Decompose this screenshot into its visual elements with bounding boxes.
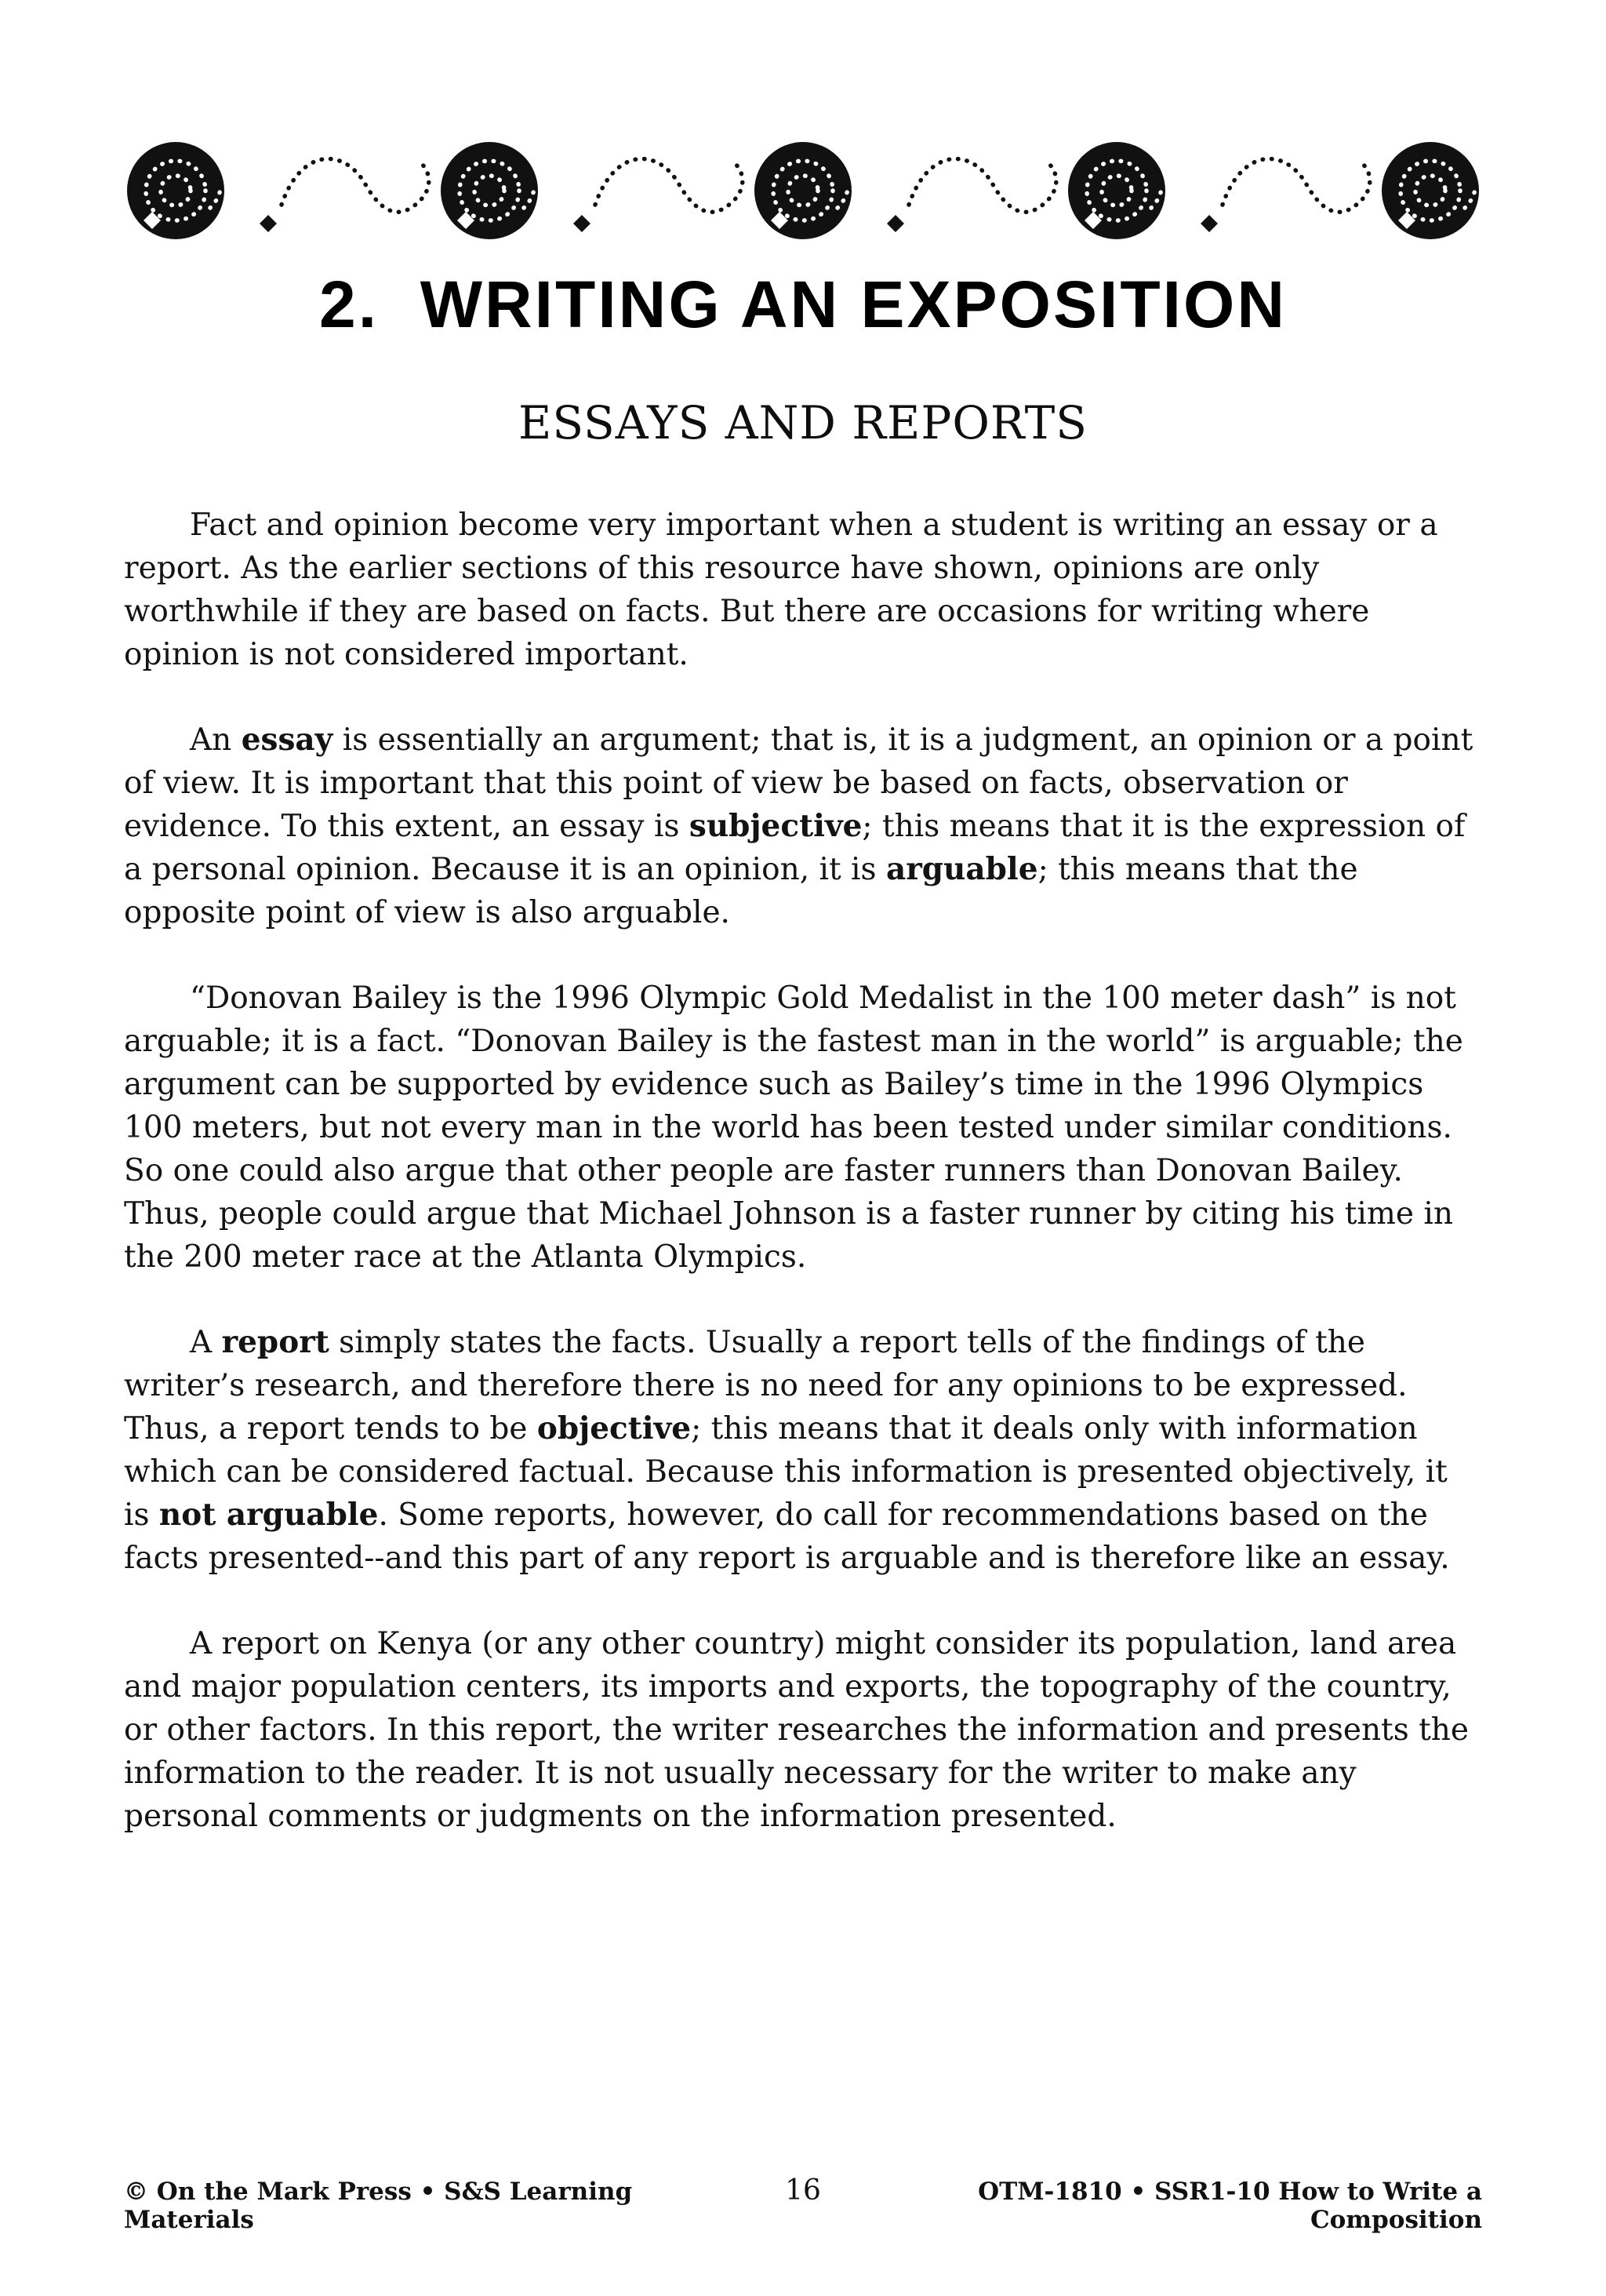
at-spiral-icon [441,142,538,239]
body-paragraph [124,977,1482,1279]
page-subtitle: ESSAYS AND REPORTS [518,396,1088,449]
decorative-border [121,132,1485,257]
at-spiral-icon [127,142,224,239]
at-spiral-icon [1068,142,1165,239]
body-text [124,504,1482,1880]
emphasized-term: essay [241,722,333,758]
paragraph-text: . Some reports, however, do call for recommendations based on the facts presented--and this part of any report is arguable and is therefore like an essay. [124,1497,1450,1576]
emphasized-term: arguable [885,851,1038,887]
at-spiral-icon [754,142,852,239]
paragraph-text: A report on Kenya (or any other country) might consider its population, land area and major population centers, its imports and exports, the topography of the country, or other factors. In this report, the writer researches the information and presents the information to the reader. It is not usually necessary for the writer to make any personal comments or judgments on the information presented. [124,1626,1470,1834]
at-spiral-icon [1382,142,1479,239]
dotted-wave-icon [573,158,743,232]
paragraph-text: Fact and opinion become very important when a student is writing an essay or a report. As the earlier sections of this resource have shown, opinions are only worthwhile if they are based on facts. But there are occasions for writing where opinion is not considered important. [124,508,1438,672]
page-number: 16 [785,2174,821,2207]
emphasized-term: not arguable [158,1497,379,1533]
paragraph-text: A [190,1325,222,1360]
body-paragraph [124,719,1482,934]
body-paragraph [124,504,1482,676]
dotted-wave-icon [260,158,429,232]
dotted-wave-icon [1201,158,1370,232]
dotted-wave-icon [887,158,1056,232]
footer-publisher: © On the Mark Press • S&S Learning Materials [124,2178,633,2234]
paragraph-text: ; this means that the opposite point of view is also arguable. [124,852,1358,930]
paragraph-text: “Donovan Bailey is the 1996 Olympic Gold Medalist in the 100 meter dash” is not arguable; it is a fact. “Donovan Bailey is the fastest man in the world” is arguable; the argument can be supported by evidence such as Bailey’s time in the 1996 Olympics 100 meters, but not every man in the world has been tested under similar conditions. So one could also argue that other people are faster runners than Donovan Bailey. Thus, people could argue that Michael Johnson is a faster runner by citing his time in the 200 meter race at the Atlanta Olympics. [124,981,1463,1275]
body-paragraph [124,1622,1482,1838]
body-paragraph [124,1321,1482,1580]
emphasized-term: report [221,1324,329,1360]
emphasized-term: objective [536,1410,692,1446]
paragraph-text: is essentially an argument; that is, it is a judgment, an opinion or a point of view. It is important that this point of view be based on facts, observation or evidence. To this extent, an essay is [124,722,1473,844]
paragraph-text: An [190,722,242,758]
paragraph-text: ; this means that it is the expression of a personal opinion. Because it is an opinion, it is [124,809,1466,887]
paragraph-text: ; this means that it deals only with information which can be considered factual. Because this information is presented objectively, it is [124,1411,1448,1533]
paragraph-text: simply states the facts. Usually a report tells of the findings of the writer’s research, and therefore there is no need for any opinions to be expressed. Thus, a report tends to be [124,1325,1408,1446]
page-footer [124,2174,1482,2234]
footer-product-code: OTM-1810 • SSR1-10 How to Write a Composition [978,2178,1482,2234]
emphasized-term: subjective [689,808,863,844]
page-title: 2. WRITING AN EXPOSITION [319,267,1287,341]
